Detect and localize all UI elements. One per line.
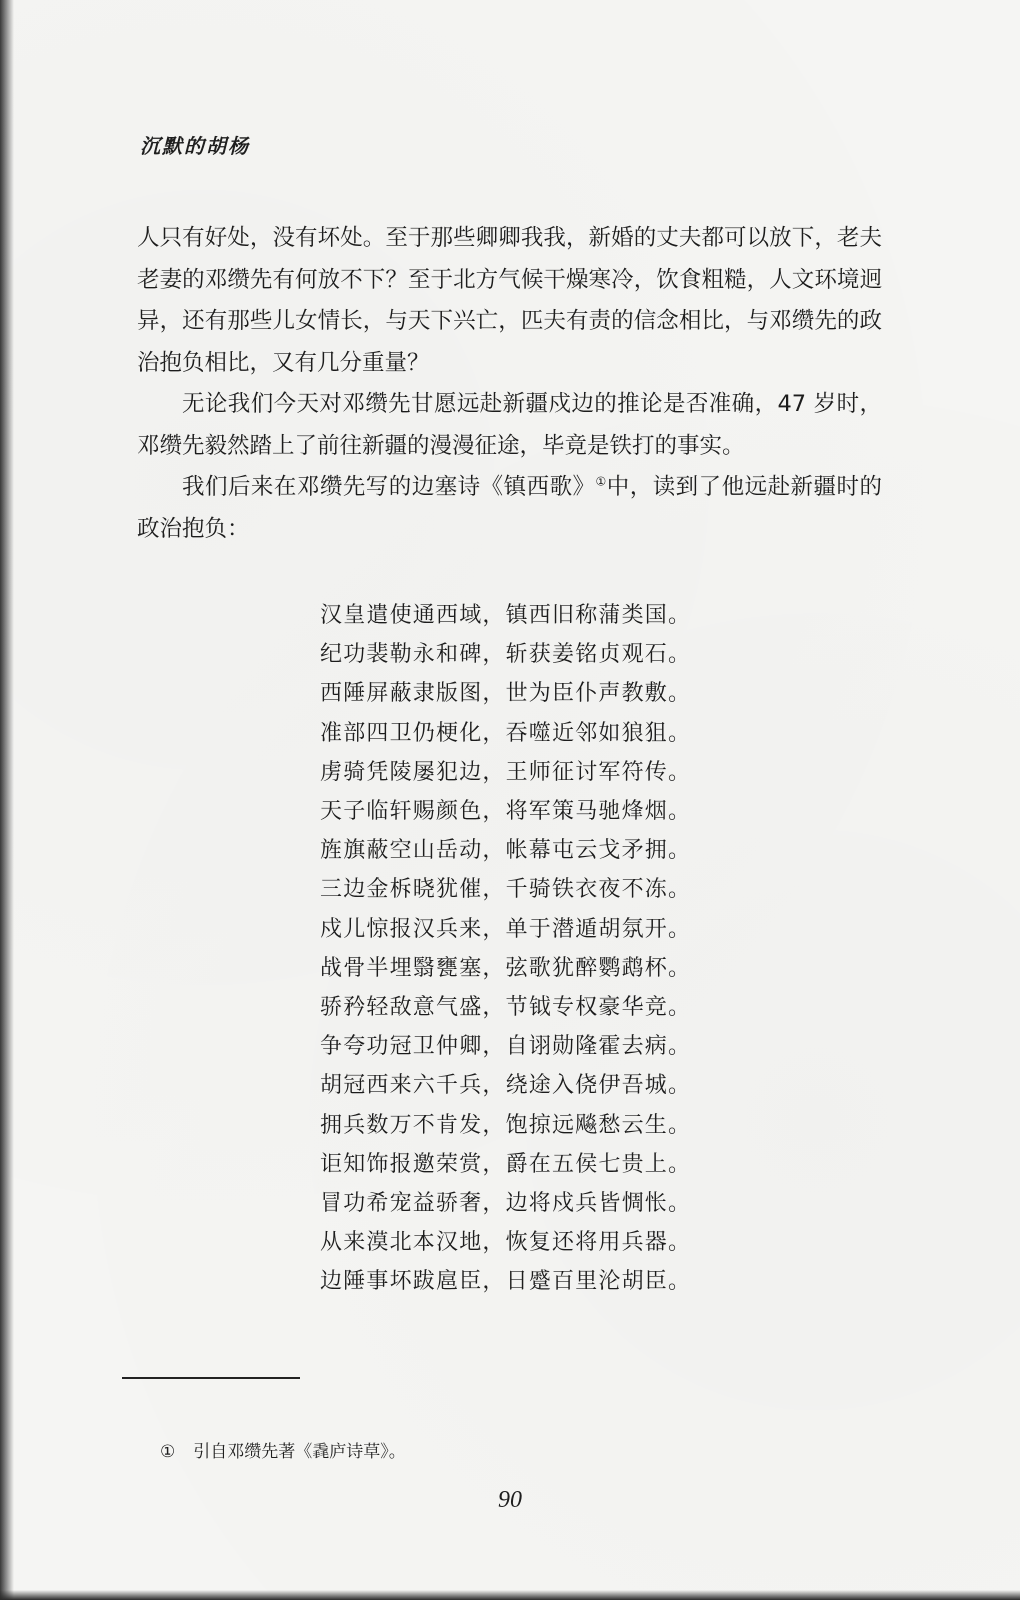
scan-shadow-bottom	[0, 1590, 1020, 1600]
paragraph-intro	[137, 467, 882, 550]
poem-line: 从来漠北本汉地，恢复还将用兵器。	[320, 1230, 692, 1256]
poem-line: 准部四卫仍梗化，吞噬近邻如狼狙。	[320, 720, 692, 746]
scan-shadow-left	[0, 0, 14, 1600]
footnote-text: 引自邓缵先著《毳庐诗草》。	[193, 1442, 406, 1462]
running-head: 沉默的胡杨	[140, 134, 250, 158]
page-number: 90	[498, 1487, 522, 1513]
poem-line: 天子临轩赐颜色，将军策马驰烽烟。	[320, 799, 692, 825]
poem-line: 西陲屏蔽隶版图，世为臣仆声教敷。	[320, 681, 692, 707]
footnote	[160, 1437, 406, 1462]
poem-line: 纪功裴勒永和碑，斩获姜铭贞观石。	[320, 642, 692, 668]
poem-line: 胡冠西来六千兵，绕途入侥伊吾城。	[320, 1073, 692, 1099]
poem-line: 讵知饰报邀荣赏，爵在五侯七贵上。	[320, 1151, 692, 1177]
intro-text-after: 中，读到了他远赴新疆时的政治抱负：	[137, 474, 882, 542]
poem-line: 拥兵数万不肯发，饱掠远飚愁云生。	[320, 1112, 692, 1138]
poem-line: 戍儿惊报汉兵来，单于潜遁胡氛开。	[320, 916, 692, 942]
poem-line: 虏骑凭陵屡犯边，王师征讨军符传。	[320, 759, 692, 785]
poem-line: 战骨半埋翳甕塞，弦歌犹醉鹦鹉杯。	[320, 955, 692, 981]
footnote-reference: ①	[595, 474, 607, 489]
poem-line: 边陲事坏跋扈臣，日蹙百里沦胡臣。	[320, 1269, 692, 1295]
poem-line: 三边金柝晓犹催，千骑铁衣夜不冻。	[320, 877, 692, 903]
body-text	[137, 218, 882, 550]
poem-line: 旌旗蔽空山岳动，帐幕屯云戈矛拥。	[320, 838, 692, 864]
intro-text-before: 我们后来在邓缵先写的边塞诗《镇西歌》	[182, 474, 596, 500]
poem-line: 汉皇遣使通西域，镇西旧称蒲类国。	[320, 603, 692, 628]
poem-line: 骄矜轻敌意气盛，节钺专权豪华竞。	[320, 995, 692, 1021]
poem-block	[320, 596, 700, 1302]
footnote-mark: ①	[160, 1442, 176, 1462]
paragraph: 无论我们今天对邓缵先甘愿远赴新疆戍边的推论是否准确，47 岁时，邓缵先毅然踏上了前往新疆的漫漫征途，毕竟是铁打的事实。	[137, 391, 882, 459]
poem-line: 争夸功冠卫仲卿，自诩勋隆霍去病。	[320, 1034, 692, 1060]
footnote-divider	[122, 1377, 300, 1379]
poem-line: 冒功希宠益骄奢，边将戍兵皆惆怅。	[320, 1191, 692, 1217]
paragraph: 人只有好处，没有坏处。至于那些卿卿我我，新婚的丈夫都可以放下，老夫老妻的邓缵先有何放不下？至于北方气候干燥寒冷，饮食粗糙，人文环境迥异，还有那些儿女情长，与天下兴亡，匹夫有责的信念相比，与邓缵先的政治抱负相比，又有几分重量？	[137, 225, 882, 376]
